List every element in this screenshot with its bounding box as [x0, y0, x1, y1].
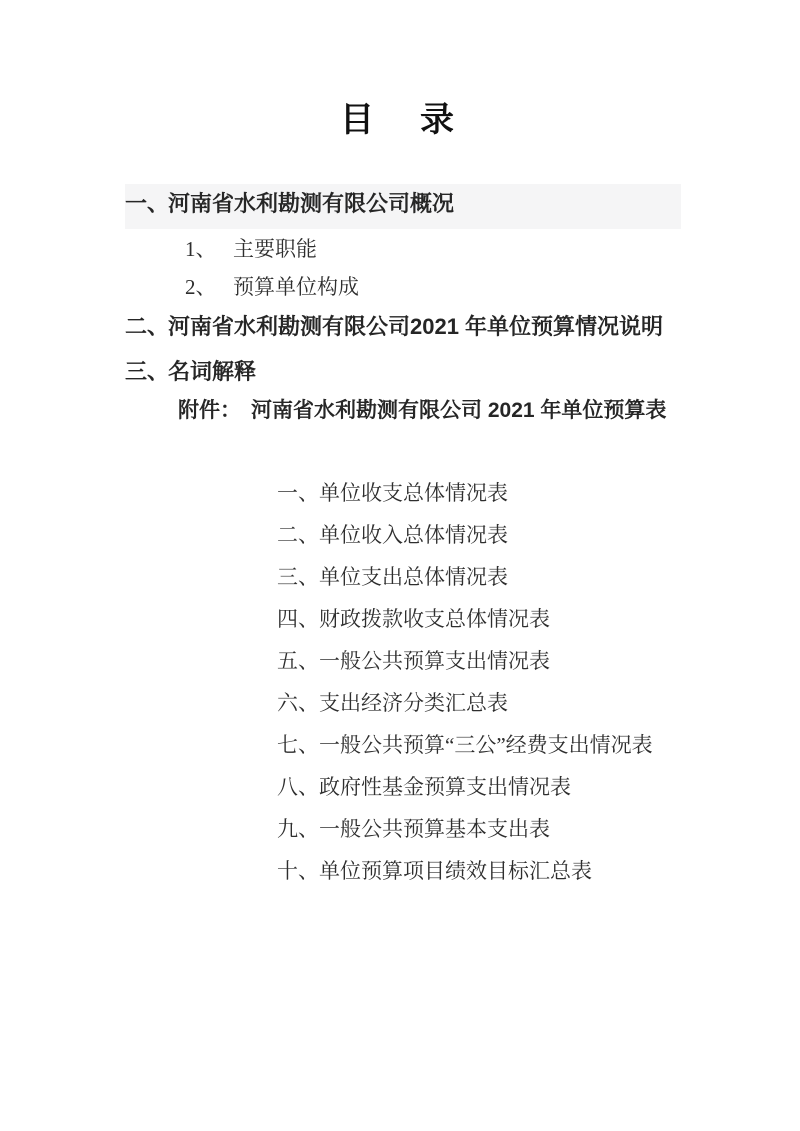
table-row: 九、一般公共预算基本支出表: [277, 817, 550, 841]
table-row: 五、一般公共预算支出情况表: [277, 649, 550, 673]
table-row: 四、财政拨款收支总体情况表: [277, 607, 550, 631]
table-row: 二、单位收入总体情况表: [277, 523, 508, 547]
toc-subitem-2: [185, 272, 359, 302]
table-row: 七、一般公共预算“三公”经费支出情况表: [277, 733, 653, 757]
table-row: 十、单位预算项目绩效目标汇总表: [277, 859, 592, 883]
table-row: 八、政府性基金预算支出情况表: [277, 775, 571, 799]
toc-subitem-1-number: 1、: [185, 237, 217, 261]
table-row: 一、单位收支总体情况表: [277, 481, 508, 505]
attachment-title: 河南省水利勘测有限公司 2021 年单位预算表: [251, 399, 667, 422]
toc-heading-1-number: 一、: [125, 191, 170, 216]
toc-heading-3: [125, 356, 256, 388]
attachment-prefix: 附件：: [178, 399, 241, 422]
toc-subitem-2-label: 预算单位构成: [233, 275, 359, 299]
toc-subitem-1-label: 主要职能: [233, 237, 317, 261]
attachment-table-list: [277, 472, 653, 892]
table-row: 六、支出经济分类汇总表: [277, 691, 508, 715]
attachment-heading: [178, 396, 666, 426]
toc-subitem-1: [185, 234, 317, 264]
toc-heading-2: [125, 311, 663, 343]
toc-heading-1-label: 河南省水利勘测有限公司概况: [168, 191, 455, 216]
toc-subitem-2-number: 2、: [185, 275, 217, 299]
toc-heading-3-number: 三、: [125, 359, 170, 384]
toc-heading-3-label: 名词解释: [168, 359, 257, 384]
toc-heading-2-number: 二、: [125, 314, 170, 339]
toc-heading-2-label: 河南省水利勘测有限公司2021 年单位预算情况说明: [168, 314, 664, 339]
page-title: 目 录: [340, 102, 460, 139]
toc-heading-1: [125, 184, 681, 229]
table-row: 三、单位支出总体情况表: [277, 565, 508, 589]
